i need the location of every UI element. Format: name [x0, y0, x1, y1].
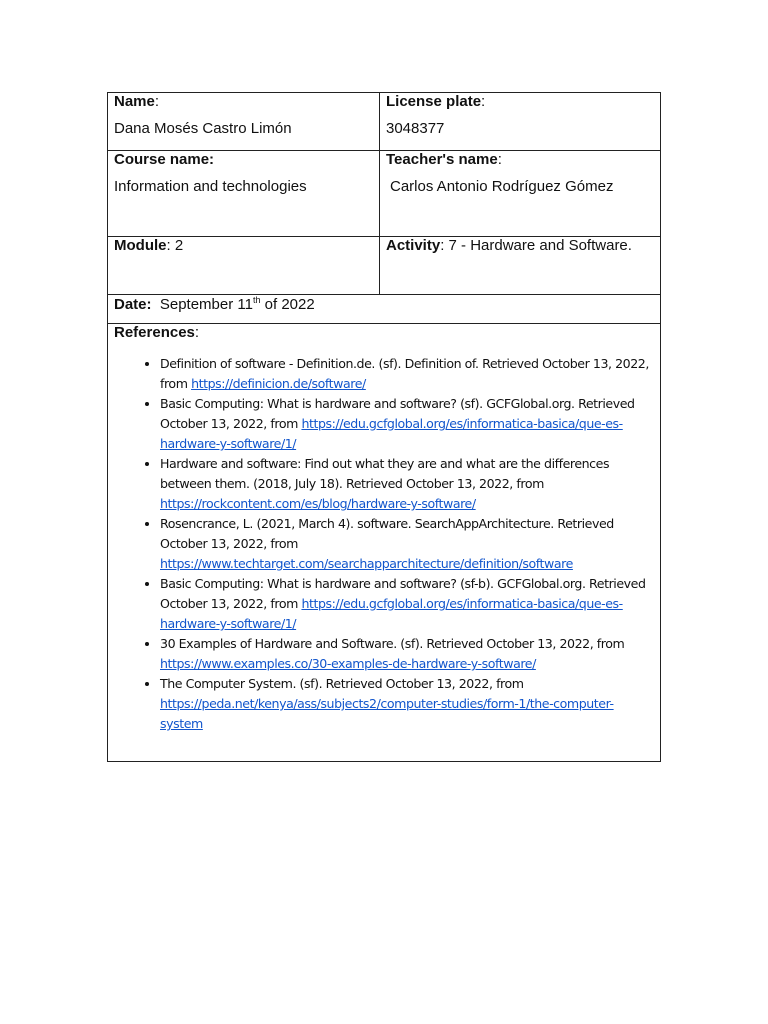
course-cell: [108, 151, 380, 237]
course-label: Course name:: [114, 151, 215, 168]
reference-item: • Basic Computing: What is hardware and software? (sf). GCFGlobal.org. Retrieved October 13, 2022, from https://edu.gcfglobal.org/es/informatica-basica/que-es-hardware-y-software/1/: [160, 394, 654, 454]
date-cell: [108, 295, 661, 324]
license-value: 3048377: [386, 120, 445, 137]
teacher-cell: Teacher's name: Carlos Antonio Rodríguez Gómez: [380, 151, 661, 237]
module-cell: [108, 237, 380, 295]
reference-link[interactable]: https://www.examples.co/30-examples-de-hardware-y-software/: [160, 656, 536, 671]
name-value: Dana Mosés Castro Limón: [114, 120, 292, 137]
reference-item: • Hardware and software: Find out what they are and what are the differences between them. (2018, July 18). Retrieved October 13, 2022, from https://rockcontent.com/es/blog/hardware-y-software/: [160, 454, 654, 514]
reference-link[interactable]: https://peda.net/kenya/ass/subjects2/computer-studies/form-1/the-computer-system: [160, 696, 614, 731]
reference-link[interactable]: https://edu.gcfglobal.org/es/informatica-basica/que-es-hardware-y-software/1/: [160, 596, 623, 631]
license-label: License plate: [386, 93, 482, 110]
date-day: September 11: [159, 296, 253, 313]
activity-value: : 7 - Hardware and Software.: [440, 237, 632, 254]
reference-link[interactable]: https://rockcontent.com/es/blog/hardware-y-software/: [160, 496, 476, 511]
name-label: Name: [114, 93, 155, 110]
reference-link[interactable]: https://definicion.de/software/: [191, 376, 366, 391]
date-ordinal-suffix: th: [252, 295, 261, 305]
reference-item: • 30 Examples of Hardware and Software. (sf). Retrieved October 13, 2022, from https://www.examples.co/30-examples-de-hardware-y-software/: [160, 634, 654, 674]
reference-item: • The Computer System. (sf). Retrieved October 13, 2022, from https://peda.net/kenya/ass/subjects2/computer-studies/form-1/the-computer-system: [160, 674, 654, 734]
teacher-label: Teacher's name: [386, 151, 498, 168]
date-rest: of 2022: [260, 296, 315, 313]
license-cell: License plate: 3048377: [380, 93, 661, 151]
references-cell: References: • Definition of software - Definition.de. (sf). Definition of. Retrieved October 13, 2022, from https://definicion.de/software/ • Basic Computing: What is hardware and software? (sf). GCFGlobal.org. Retrieved October 13, 2022, from https://edu.gcfglobal.org/es/informatica-basica/que-es-hardware-y-software/1/ • Hardware and software: Find out what they are and what are the differences between them. (2018, July 18). Retrieved October 13, 2022, from https://rockcontent.com/es/blog/hardware-y-software/ • Rosencrance, L. (2021, March 4). software. SearchAppArchitecture. Retrieved October 13, 2022, from https://www.techtarget.com/searchapparchitecture/definition/software • Basic Computing: What is hardware and software? (sf-b). GCFGlobal.org. Retrieved October 13, 2022, from https://edu.gcfglobal.org/es/informatica-basica/que-es-hardware-y-software/1/ • 30 Examples of Hardware and Software. (sf). Retrieved October 13, 2022, from https://www.examples.co/30-examples-de-hardware-y-software/ • The Computer System. (sf). Retrieved October 13, 2022, from https://peda.net/kenya/ass/subjects2/computer-studies/form-1/the-computer-system: [108, 324, 661, 762]
activity-cell: [380, 237, 661, 295]
reference-item: • Rosencrance, L. (2021, March 4). software. SearchAppArchitecture. Retrieved October 13, 2022, from https://www.techtarget.com/searchapparchitecture/definition/software: [160, 514, 654, 574]
references-list: [114, 354, 654, 734]
date-label: Date:: [114, 296, 152, 313]
module-label: Module: [114, 237, 167, 254]
reference-item: • Definition of software - Definition.de. (sf). Definition of. Retrieved October 13, 2022, from https://definicion.de/software/: [160, 354, 654, 394]
reference-item: • Basic Computing: What is hardware and software? (sf-b). GCFGlobal.org. Retrieved October 13, 2022, from https://edu.gcfglobal.org/es/informatica-basica/que-es-hardware-y-software/1/: [160, 574, 654, 634]
assignment-cover-table: [107, 92, 661, 762]
teacher-value: Carlos Antonio Rodríguez Gómez: [390, 178, 614, 195]
module-value: : 2: [166, 237, 184, 254]
name-cell: Name: Dana Mosés Castro Limón: [108, 93, 380, 151]
course-value: Information and technologies: [114, 178, 307, 195]
activity-label: Activity: [386, 237, 441, 254]
references-label: References: [114, 324, 195, 341]
reference-link[interactable]: https://edu.gcfglobal.org/es/informatica-basica/que-es-hardware-y-software/1/: [160, 416, 623, 451]
reference-link[interactable]: https://www.techtarget.com/searchapparchitecture/definition/software: [160, 556, 573, 571]
